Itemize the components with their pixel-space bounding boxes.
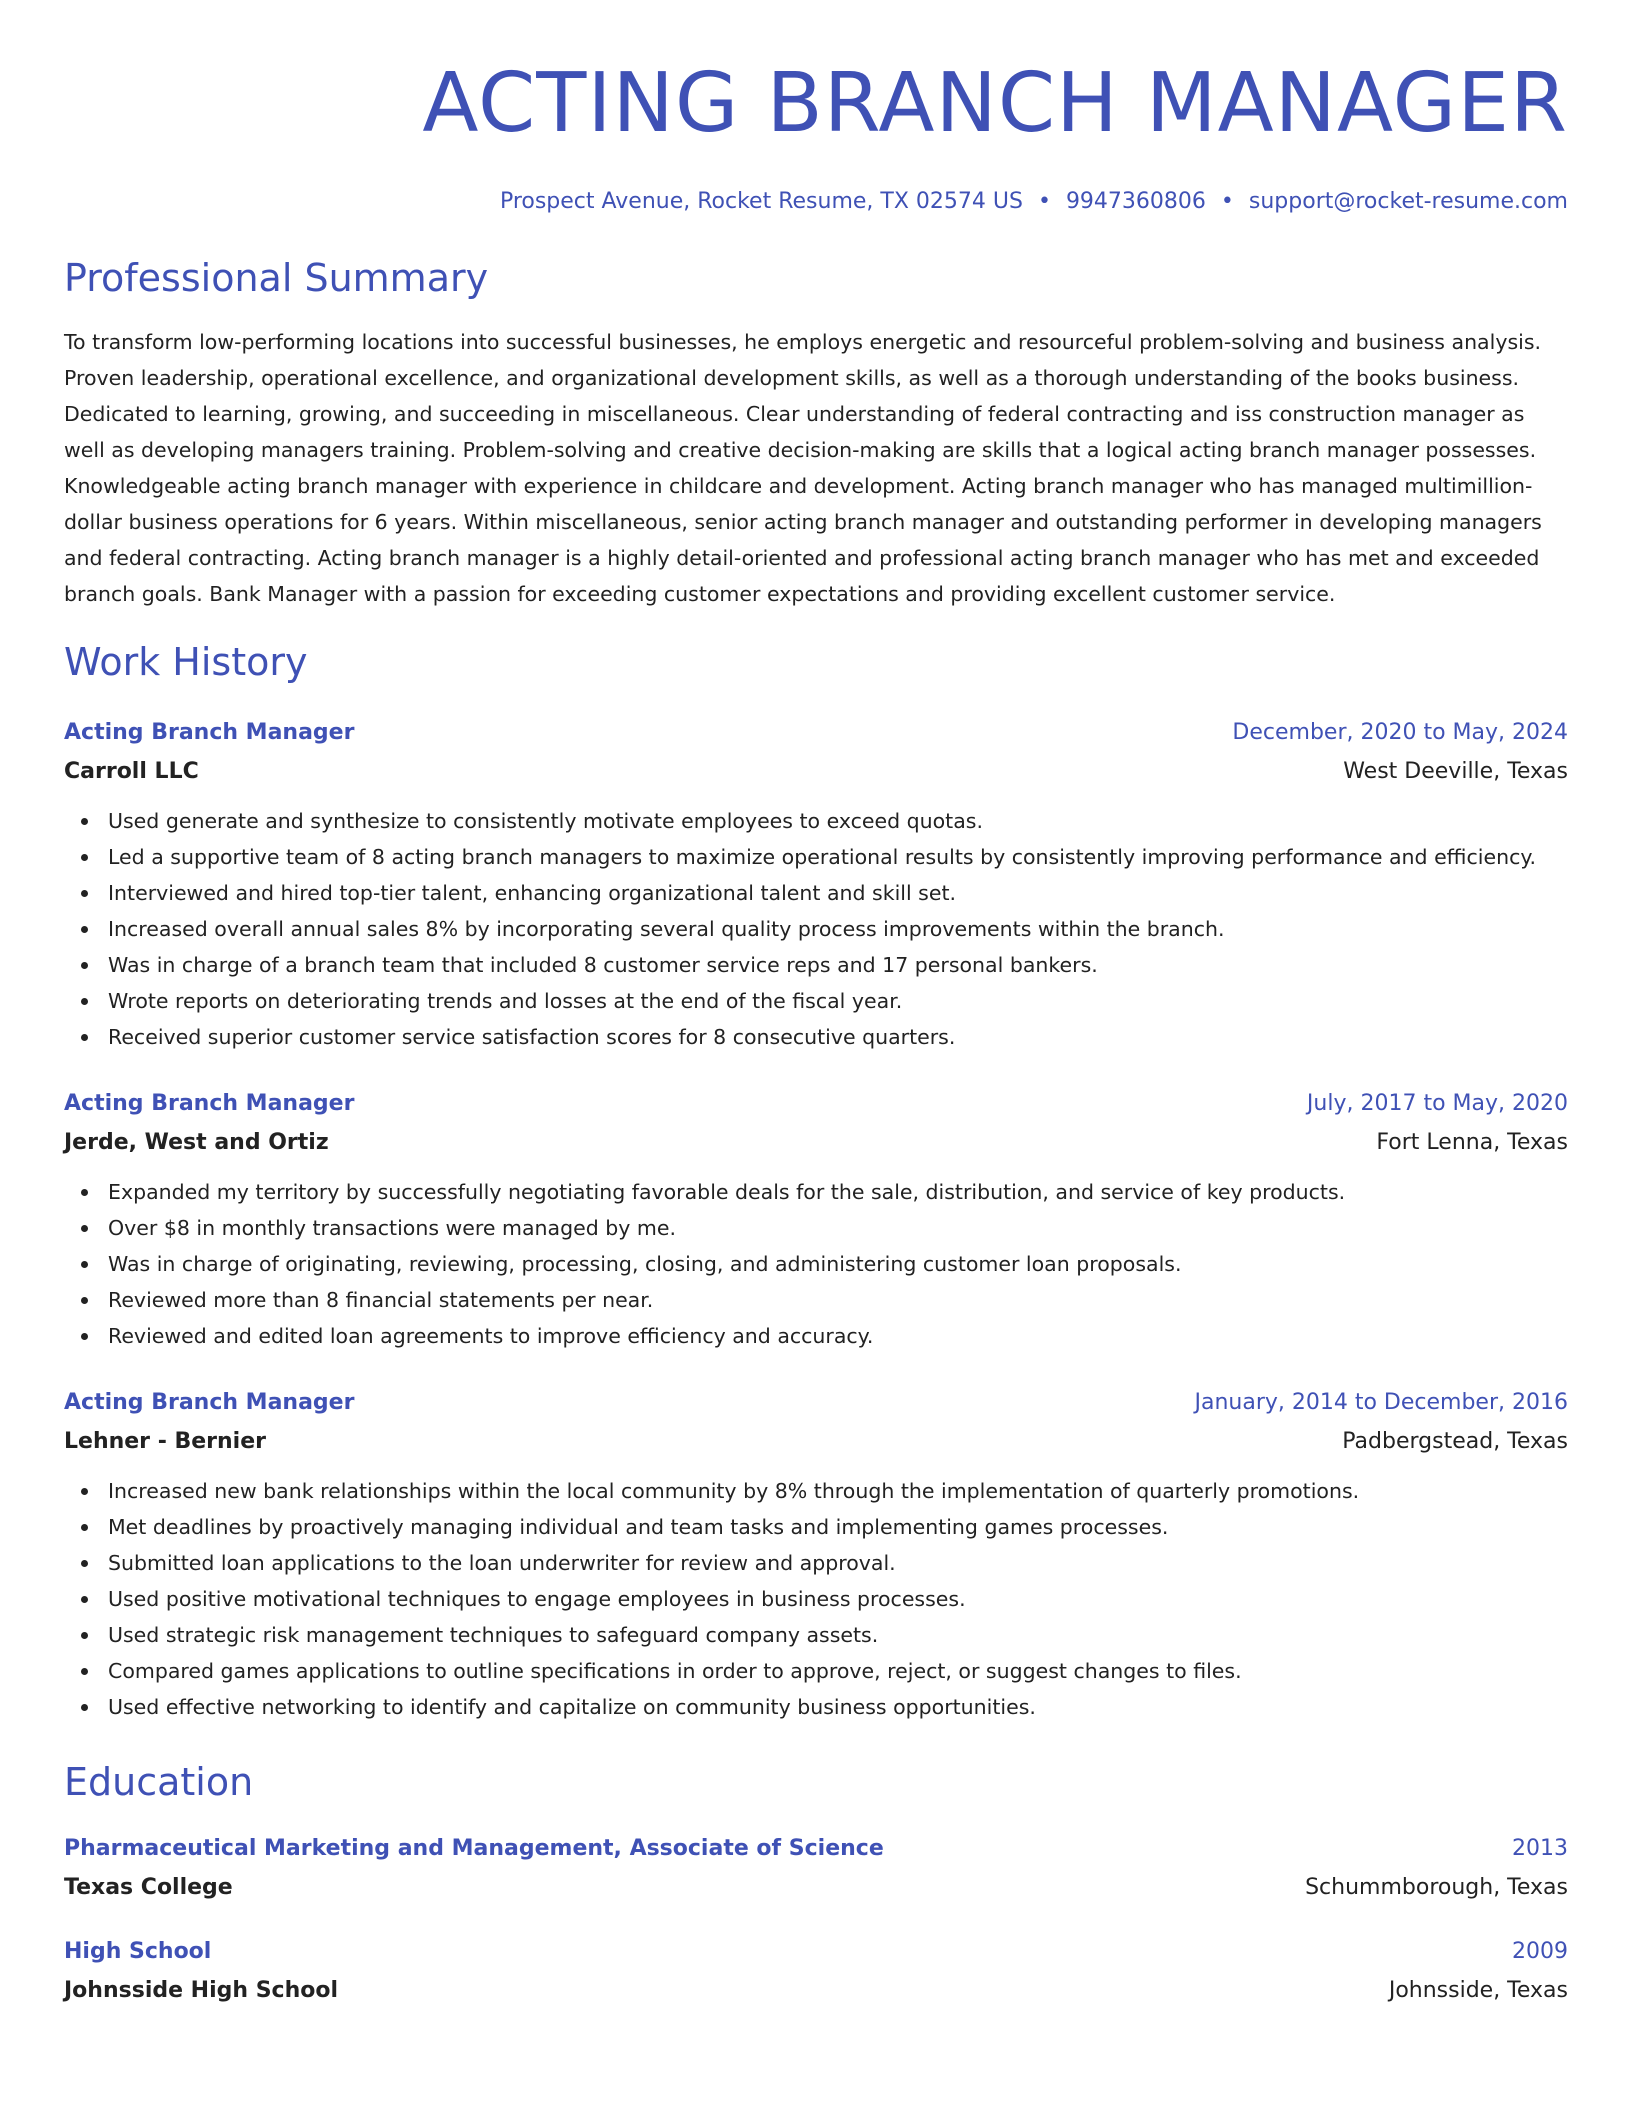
job-bullets [64, 1473, 1568, 1725]
list-item: Compared games applications to outline specifications in order to approve, reject, or suggest changes to files. [64, 1653, 1568, 1689]
education-year: 2009 [1512, 1939, 1568, 1964]
contact-separator: • [1037, 189, 1051, 214]
education-entry [64, 1834, 1568, 1903]
list-item: Submitted loan applications to the loan underwriter for review and approval. [64, 1545, 1568, 1581]
contact-line [64, 187, 1568, 217]
job-bullets [64, 1174, 1568, 1354]
list-item: Used positive motivational techniques to engage employees in business processes. [64, 1581, 1568, 1617]
job-entry [64, 718, 1568, 1055]
list-item: Used generate and synthesize to consistently motivate employees to exceed quotas. [64, 803, 1568, 839]
page-title: ACTING BRANCH MANAGER [422, 56, 1568, 151]
education-school: Texas College [64, 1875, 233, 1900]
list-item: Expanded my territory by successfully negotiating favorable deals for the sale, distribution, and service of key products. [64, 1174, 1568, 1210]
education-degree: Pharmaceutical Marketing and Management, Associate of Science [64, 1836, 884, 1861]
list-item: Led a supportive team of 8 acting branch managers to maximize operational results by consistently improving performance and efficiency. [64, 839, 1568, 875]
list-item: Received superior customer service satisfaction scores for 8 consecutive quarters. [64, 1019, 1568, 1055]
education-degree: High School [64, 1939, 212, 1964]
list-item: Used effective networking to identify and capitalize on community business opportunities. [64, 1689, 1568, 1725]
education-entry [64, 1937, 1568, 2006]
job-company: Jerde, West and Ortiz [64, 1130, 329, 1155]
contact-phone: 9947360806 [1065, 189, 1206, 214]
job-entry [64, 1089, 1568, 1354]
education-school: Johnsside High School [64, 1978, 339, 2003]
summary-text: To transform low-performing locations into successful businesses, he employs energetic and resourceful problem-solving and business analysis. Proven leadership, operational excellence, and organizational development skills, as well as a thorough understanding of the books business. Dedicated to learning, growing, and succeeding in miscellaneous. Clear understanding of federal contracting and iss construction manager as well as developing managers training. Problem-solving and creative decision-making are skills that a logical acting branch manager possesses. Knowledgeable acting branch manager with experience in childcare and development. Acting branch manager who has managed multimillion-dollar business operations for 6 years. Within miscellaneous, senior acting branch manager and outstanding performer in developing managers and federal contracting. Acting branch manager is a highly detail-oriented and professional acting branch manager who has met and exceeded branch goals. Bank Manager with a passion for exceeding customer expectations and providing excellent customer service. [64, 330, 1542, 606]
education-location: Johnsside, Texas [1388, 1978, 1568, 2003]
list-item: Was in charge of a branch team that included 8 customer service reps and 17 personal bankers. [64, 947, 1568, 983]
job-role: Acting Branch Manager [64, 1091, 355, 1116]
job-dates: December, 2020 to May, 2024 [1232, 720, 1568, 745]
contact-separator: • [1220, 189, 1234, 214]
job-location: West Deeville, Texas [1343, 759, 1568, 784]
job-role: Acting Branch Manager [64, 720, 355, 745]
job-role: Acting Branch Manager [64, 1390, 355, 1415]
contact-address: Prospect Avenue, Rocket Resume, TX 02574 US [499, 189, 1023, 214]
summary-heading: Professional Summary [64, 256, 489, 300]
education-heading: Education [64, 1760, 254, 1804]
job-location: Fort Lenna, Texas [1376, 1130, 1568, 1155]
contact-email: support@rocket-resume.com [1248, 189, 1568, 214]
list-item: Increased overall annual sales 8% by incorporating several quality process improvements within the branch. [64, 911, 1568, 947]
list-item: Reviewed and edited loan agreements to improve efficiency and accuracy. [64, 1318, 1568, 1354]
job-location: Padbergstead, Texas [1342, 1429, 1568, 1454]
list-item: Reviewed more than 8 financial statements per near. [64, 1282, 1568, 1318]
list-item: Wrote reports on deteriorating trends and losses at the end of the fiscal year. [64, 983, 1568, 1019]
work-history-heading: Work History [64, 640, 308, 684]
job-company: Carroll LLC [64, 759, 199, 784]
list-item: Increased new bank relationships within the local community by 8% through the implementation of quarterly promotions. [64, 1473, 1568, 1509]
education-location: Schummborough, Texas [1305, 1875, 1568, 1900]
list-item: Interviewed and hired top-tier talent, enhancing organizational talent and skill set. [64, 875, 1568, 911]
list-item: Used strategic risk management techniques to safeguard company assets. [64, 1617, 1568, 1653]
education-year: 2013 [1512, 1836, 1568, 1861]
job-entry [64, 1388, 1568, 1725]
list-item: Met deadlines by proactively managing individual and team tasks and implementing games processes. [64, 1509, 1568, 1545]
job-company: Lehner - Bernier [64, 1429, 266, 1454]
job-dates: July, 2017 to May, 2020 [1306, 1091, 1568, 1116]
list-item: Was in charge of originating, reviewing, processing, closing, and administering customer loan proposals. [64, 1246, 1568, 1282]
list-item: Over $8 in monthly transactions were managed by me. [64, 1210, 1568, 1246]
job-bullets [64, 803, 1568, 1055]
job-dates: January, 2014 to December, 2016 [1194, 1390, 1568, 1415]
